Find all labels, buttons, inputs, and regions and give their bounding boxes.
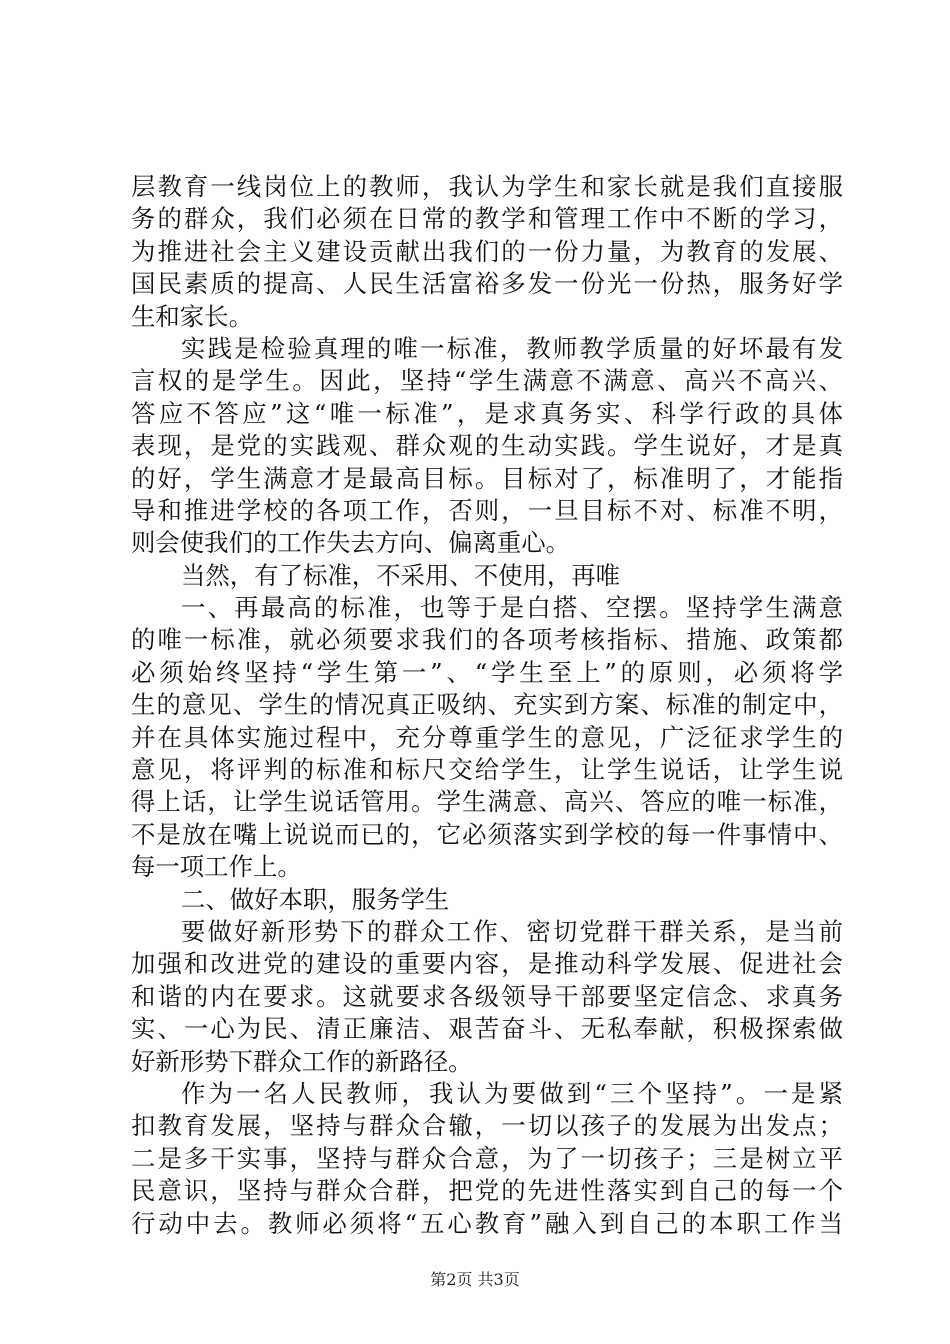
text-line: 意见，将评判的标准和标尺交给学生，让学生说话，让学生说 [131, 755, 843, 785]
text-line: 实、一心为民、清正廉洁、艰苦奋斗、无私奉献，积极探索做 [131, 1014, 843, 1044]
text-line: 每一项工作上。 [131, 852, 302, 882]
text-line: 好新形势下群众工作的新路径。 [131, 1046, 473, 1076]
text-line: 实践是检验真理的唯一标准，教师教学质量的好坏最有发 [181, 333, 843, 363]
text-line: 得上话，让学生说话管用。学生满意、高兴、答应的唯一标准， [131, 787, 843, 817]
text-line: 行动中去。教师必须将“五心教育”融入到自己的本职工作当 [131, 1208, 843, 1238]
text-line: 和谐的内在要求。这就要求各级领导干部要坚定信念、求真务 [131, 981, 843, 1011]
text-line: 二、做好本职，服务学生 [181, 884, 450, 914]
text-line: 则会使我们的工作失去方向、偏离重心。 [131, 528, 571, 558]
text-line: 要做好新形势下的群众工作、密切党群干群关系，是当前 [181, 916, 843, 946]
text-line: 导和推进学校的各项工作，否则，一旦目标不对、标准不明， [131, 495, 843, 525]
text-line: 生和家长。 [131, 301, 253, 331]
text-line: 生的意见、学生的情况真正吸纳、充实到方案、标准的制定中， [131, 690, 843, 720]
text-line: 并在具体实施过程中，充分尊重学生的意见，广泛征求学生的 [131, 722, 843, 752]
page-number-footer: 第2页 共3页 [430, 1270, 520, 1289]
text-line: 表现，是党的实践观、群众观的生动实践。学生说好，才是真 [131, 431, 843, 461]
text-line: 不是放在嘴上说说而已的，它必须落实到学校的每一件事情中、 [131, 819, 843, 849]
text-line: 民意识，坚持与群众合群，把党的先进性落实到自己的每一个 [131, 1176, 843, 1206]
text-line: 当然，有了标准，不采用、不使用，再唯 [181, 560, 621, 590]
text-line: 二是多干实事，坚持与群众合意，为了一切孩子；三是树立平 [131, 1143, 843, 1173]
text-line: 一、再最高的标准，也等于是白搭、空摆。坚持学生满意 [181, 593, 843, 623]
text-line: 国民素质的提高、人民生活富裕多发一份光一份热，服务好学 [131, 269, 843, 299]
text-line: 为推进社会主义建设贡献出我们的一份力量，为教育的发展、 [131, 236, 843, 266]
text-line: 言权的是学生。因此，坚持“学生满意不满意、高兴不高兴、 [131, 366, 843, 396]
text-line: 加强和改进党的建设的重要内容，是推动科学发展、促进社会 [131, 949, 843, 979]
text-line: 扣教育发展，坚持与群众合辙，一切以孩子的发展为出发点； [131, 1111, 843, 1141]
document-body [131, 171, 843, 1240]
text-line: 的唯一标准，就必须要求我们的各项考核指标、措施、政策都 [131, 625, 843, 655]
text-line: 的好，学生满意才是最高目标。目标对了，标准明了，才能指 [131, 463, 843, 493]
text-line: 作为一名人民教师，我认为要做到“三个坚持”。一是紧 [181, 1078, 843, 1108]
text-line: 答应不答应”这“唯一标准”，是求真务实、科学行政的具体 [131, 398, 843, 428]
text-line: 层教育一线岗位上的教师，我认为学生和家长就是我们直接服 [131, 172, 843, 201]
text-line: 必须始终坚持“学生第一”、“学生至上”的原则，必须将学 [131, 657, 843, 687]
text-line: 务的群众，我们必须在日常的教学和管理工作中不断的学习， [131, 204, 843, 234]
